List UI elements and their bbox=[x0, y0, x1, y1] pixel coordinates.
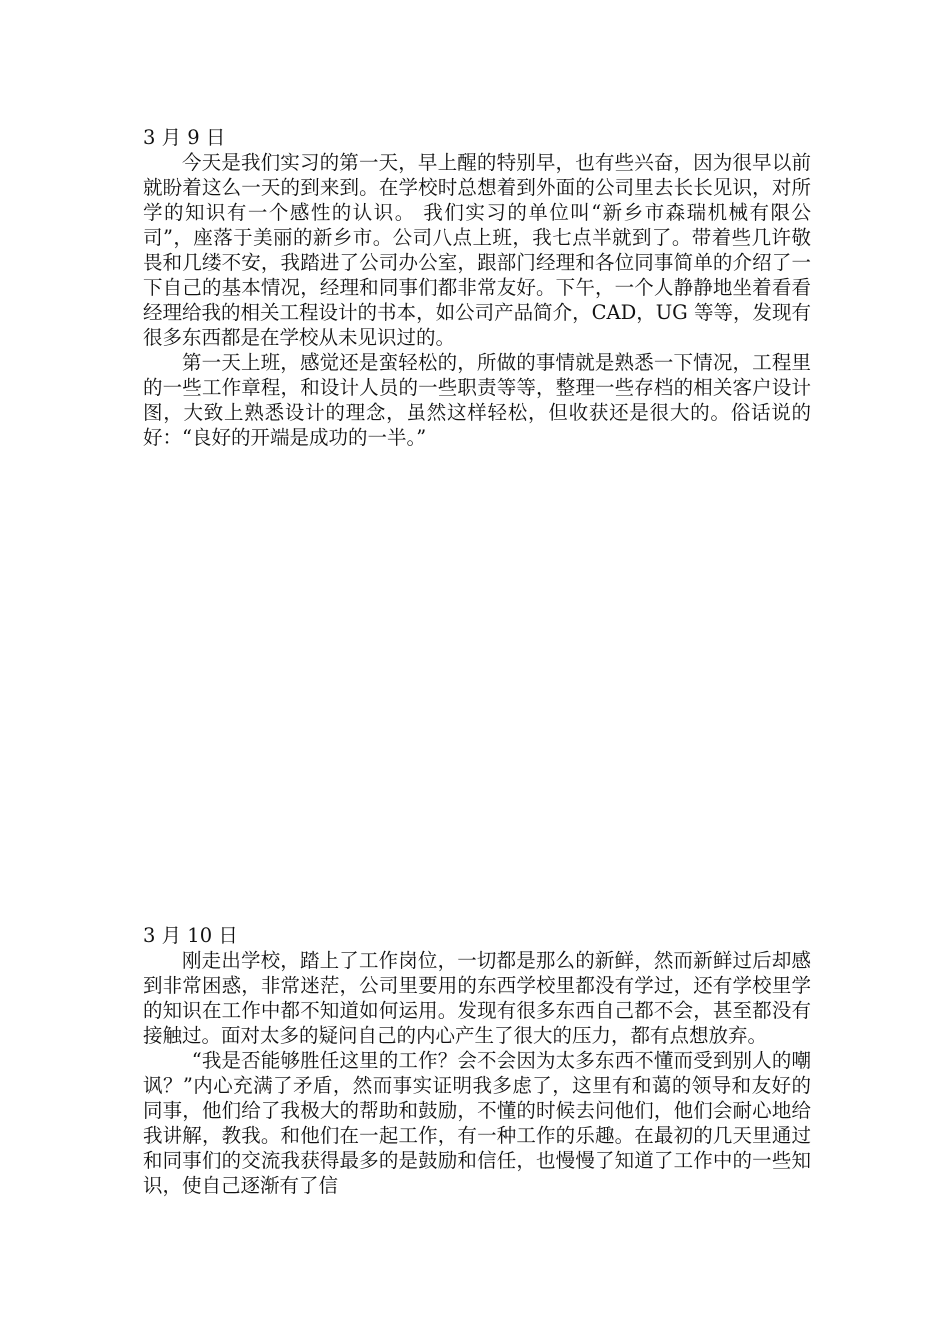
entry-date: 3 月 10 日 bbox=[143, 924, 238, 947]
entry-date: 3 月 9 日 bbox=[143, 126, 226, 149]
entry-paragraph: 第一天上班，感觉还是蛮轻松的，所做的事情就是熟悉一下情况，工程里的一些工作章程，和设计人员的一些职责等等，整理一些存档的相关客户设计图，大致上熟悉设计的理念，虽然这样轻松，但收获还是很大的。俗话说的好：“良好的开端是成功的一半。” bbox=[143, 351, 811, 449]
entry-paragraph: 刚走出学校，踏上了工作岗位，一切都是那么的新鲜，然而新鲜过后却感到非常困惑，非常迷茫，公司里要用的东西学校里都没有学过，还有学校里学的知识在工作中都不知道如何运用。发现有很多东西自己都不会，甚至都没有接触过。面对太多的疑问自己的内心产生了很大的压力，都有点想放弃。 bbox=[143, 949, 811, 1047]
entry-paragraph: 今天是我们实习的第一天，早上醒的特别早，也有些兴奋，因为很早以前就盼着这么一天的到来到。在学校时总想着到外面的公司里去长长见识，对所学的知识有一个感性的认识。 我们实习的单位叫“新乡市森瑞机械有限公司”，座落于美丽的新乡市。公司八点上班，我七点半就到了。带着些几许敬畏和几缕不安，我踏进了公司办公室，跟部门经理和各位同事简单的介绍了一下自己的基本情况，经理和同事们都非常友好。下午，一个人静静地坐着看看经理给我的相关工程设计的书本，如公司产品简介，CAD，UG 等等，发现有很多东西都是在学校从未见识过的。 bbox=[143, 151, 811, 349]
diary-entry-march-9 bbox=[143, 125, 811, 450]
diary-entry-march-10 bbox=[143, 923, 811, 1198]
entry-paragraph: “我是否能够胜任这里的工作？会不会因为太多东西不懂而受到别人的嘲讽？”内心充满了矛盾，然而事实证明我多虑了，这里有和蔼的领导和友好的同事，他们给了我极大的帮助和鼓励，不懂的时候去问他们，他们会耐心地给我讲解，教我。和他们在一起工作，有一种工作的乐趣。在最初的几天里通过和同事们的交流我获得最多的是鼓励和信任，也慢慢了知道了工作中的一些知识，使自己逐渐有了信 bbox=[143, 1049, 811, 1197]
